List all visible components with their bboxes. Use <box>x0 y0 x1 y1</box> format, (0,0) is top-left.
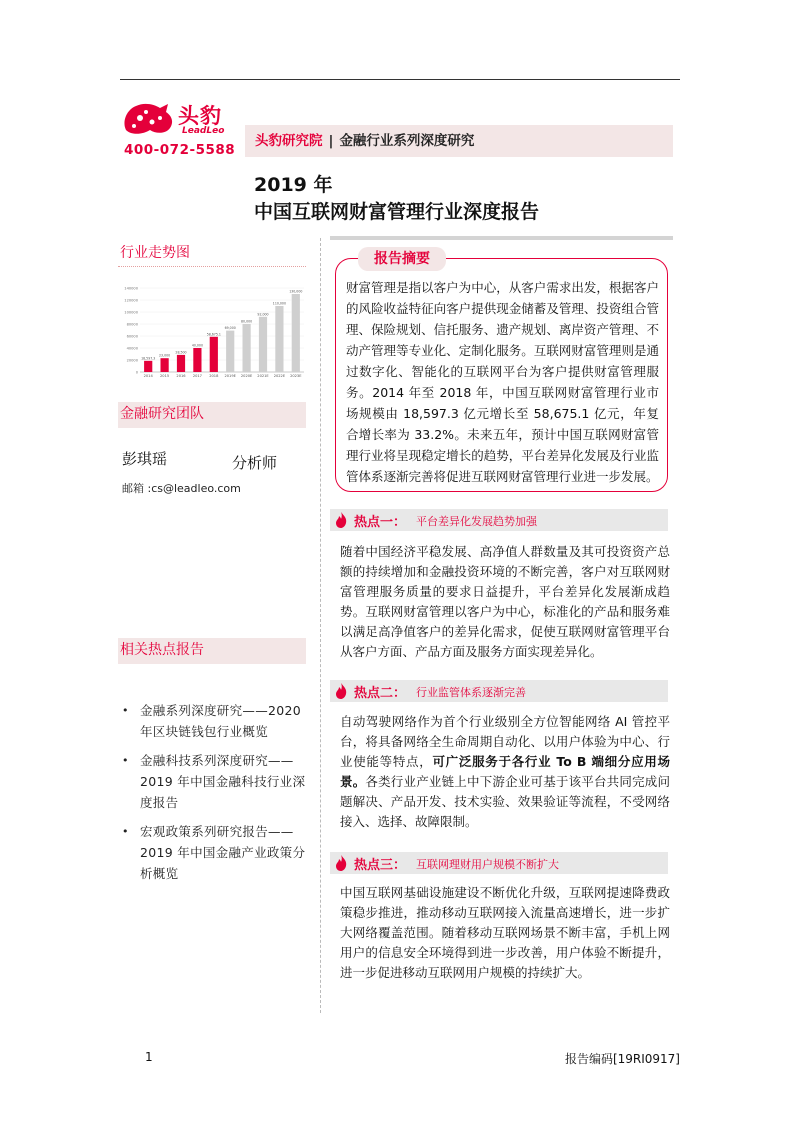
chart-data-label: 110,000 <box>272 301 286 306</box>
chart-data-label: 69,000 <box>224 326 236 331</box>
report-title: 中国互联网财富管理行业深度报告 <box>254 201 540 223</box>
chart-y-tick-label: 20000 <box>126 358 138 363</box>
hotspot-1-body <box>340 542 670 662</box>
column-divider <box>320 238 321 1013</box>
chart-x-tick-label: 2016 <box>176 374 186 378</box>
flame-icon <box>330 852 352 874</box>
banner-separator: | <box>328 133 334 149</box>
hotspot-2-label: 热点二： <box>354 686 407 701</box>
industry-trend-chart <box>118 282 308 387</box>
chart-bar <box>210 337 218 372</box>
chart-y-tick-label: 60000 <box>126 334 138 339</box>
hotspot-3-text: 中国互联网基础设施建设不断优化升级，互联网提速降费政策稳步推进，推动移动互联网接入流量高速增长，进一步扩大网络覆盖范围。随着移动互联网场景不断丰富，手机上网用户的信息安全环境得到进一步改善，用户体验不断提升，进一步促进移动互联网用户规模的持续扩大。 <box>340 885 670 980</box>
chart-x-tick-label: 2020E <box>240 374 253 378</box>
top-rule <box>120 79 680 80</box>
chart-x-tick-label: 2022E <box>273 374 286 378</box>
flame-icon <box>330 509 352 531</box>
chart-data-label: 23,000 <box>159 353 171 358</box>
series-name: 金融行业系列深度研究 <box>339 133 475 149</box>
trend-heading: 行业走势图 <box>118 241 306 267</box>
hotspot-3-subtitle: 互联网理财用户规模不断扩大 <box>416 858 559 871</box>
chart-data-label: 130,000 <box>289 289 303 294</box>
chart-bar <box>177 355 185 372</box>
chart-x-tick-label: 2015 <box>160 374 170 378</box>
chart-x-tick-label: 2014 <box>143 374 153 378</box>
report-year: 2019 年 <box>254 174 333 196</box>
hotspot-1-text: 随着中国经济平稳发展、高净值人群数量及其可投资资产总额的持续增加和金融投资环境的不断完善，客户对互联网财富管理服务质量的要求日益提升，平台差异化发展渐成趋势。互联网财富管理以客户为中心，标准化的产品和服务难以满足高净值客户的差异化需求，促使互联网财富管理平台从客户方面、产品方面及服务方面实现差异化。 <box>340 544 670 659</box>
chart-data-label: 40,000 <box>191 343 203 348</box>
team-heading: 金融研究团队 <box>118 402 306 428</box>
hotline-phone: 400-072-5588 <box>124 142 236 158</box>
hotspot-1-label: 热点一： <box>354 515 407 530</box>
chart-y-tick-label: 40000 <box>126 346 138 351</box>
series-banner <box>245 125 673 157</box>
chart-x-tick-label: 2021E <box>257 374 269 378</box>
analyst-role: 分析师 <box>232 454 278 472</box>
chart-data-label: 28,500 <box>175 350 187 355</box>
logo-english-text: LeadLeo <box>182 126 225 136</box>
analyst-name: 彭琪瑶 <box>122 450 168 468</box>
hotspot-2-text-post: 各类行业产业链上中下游企业可基于该平台共同完成问题解决、产品开发、技术实验、效果验证等流程，不受网络接入、选择、故障限制。 <box>340 774 670 829</box>
chart-x-tick-label: 2019E <box>224 374 236 378</box>
related-reports-list <box>122 700 312 892</box>
hotspot-2-body <box>340 712 670 832</box>
chart-bar <box>292 294 300 372</box>
chart-bar <box>243 324 251 372</box>
chart-data-label: 18,597.3 <box>141 356 156 361</box>
institute-name: 头豹研究院 <box>255 133 323 149</box>
related-reports-heading: 相关热点报告 <box>118 638 306 664</box>
chart-data-label: 58,675.1 <box>206 332 221 337</box>
hotspot-2-subtitle: 行业监管体系逐渐完善 <box>416 686 526 699</box>
related-report-item[interactable]: • 金融科技系列深度研究——2019 年中国金融科技行业深度报告 <box>122 750 312 813</box>
hotspot-2-bar <box>330 680 668 702</box>
chart-x-tick-label: 2023E <box>290 374 302 378</box>
hotspot-2-text-bold: 可广泛服务于各行业 To B 端细分应用场景。 <box>340 754 670 789</box>
chart-y-tick-label: 0 <box>135 370 138 375</box>
chart-bar <box>144 361 152 372</box>
chart-data-label: 80,000 <box>241 319 253 324</box>
page-number: 1 <box>145 1050 153 1064</box>
summary-box <box>335 258 668 492</box>
chart-y-tick-label: 120000 <box>124 298 138 303</box>
chart-bar <box>275 306 283 372</box>
chart-y-tick-label: 80000 <box>126 322 138 327</box>
related-report-item[interactable]: • 金融系列深度研究——2020年区块链钱包行业概览 <box>122 700 312 742</box>
chart-x-tick-label: 2017 <box>192 374 202 378</box>
logo-chinese-text: 头豹 <box>178 104 222 128</box>
hotspot-3-bar <box>330 852 668 874</box>
summary-top-bar <box>330 236 673 240</box>
leopard-logo-icon <box>120 100 176 136</box>
chart-bar <box>161 358 169 372</box>
chart-y-tick-label: 100000 <box>124 310 138 315</box>
chart-bar <box>193 348 201 372</box>
hotspot-2-text-pre: 自动驾驶网络作为首个行业级别全方位智能网络 AI 管控平台，将具备网络全生命周期自动化、以用户体验为中心、行业使能等特点， <box>340 714 670 769</box>
summary-tab: 报告摘要 <box>358 247 446 271</box>
hotspot-3-body <box>340 883 670 983</box>
flame-icon <box>330 680 352 702</box>
chart-y-tick-label: 140000 <box>124 286 138 291</box>
report-code: 报告编码[19RI0917] <box>564 1052 680 1066</box>
related-report-item[interactable]: • 宏观政策系列研究报告——2019 年中国金融产业政策分析概览 <box>122 821 312 884</box>
chart-bar <box>259 317 267 372</box>
hotspot-1-subtitle: 平台差异化发展趋势加强 <box>416 515 537 528</box>
chart-bar <box>226 331 234 372</box>
summary-text: 财富管理是指以客户为中心，从客户需求出发，根据客户的风险收益特征向客户提供现金储蓄及管理、投资组合管理、保险规划、信托服务、遗产规划、离岸资产管理、不动产管理等专业化、定制化服务。互联网财富管理则是通过数字化、智能化的互联网平台为客户提供财富管理服务。2014 年至 2018 年，中国互联网财富管理行业市场规模由 18,597.3 亿元增长至 58,675.1 亿元，年复合增长率为 33.2%。未来五年，预计中国互联网财富管理行业将呈现稳定增长的趋势，平台差异化发展及行业监管体系逐渐完善将促进互联网财富管理行业进一步发展。 <box>346 280 659 484</box>
hotspot-3-label: 热点三： <box>354 858 407 873</box>
hotspot-1-bar <box>330 509 668 531</box>
analyst-email: 邮箱 :cs@leadleo.com <box>122 482 241 495</box>
chart-x-tick-label: 2018 <box>209 374 219 378</box>
chart-data-label: 92,000 <box>257 312 269 317</box>
